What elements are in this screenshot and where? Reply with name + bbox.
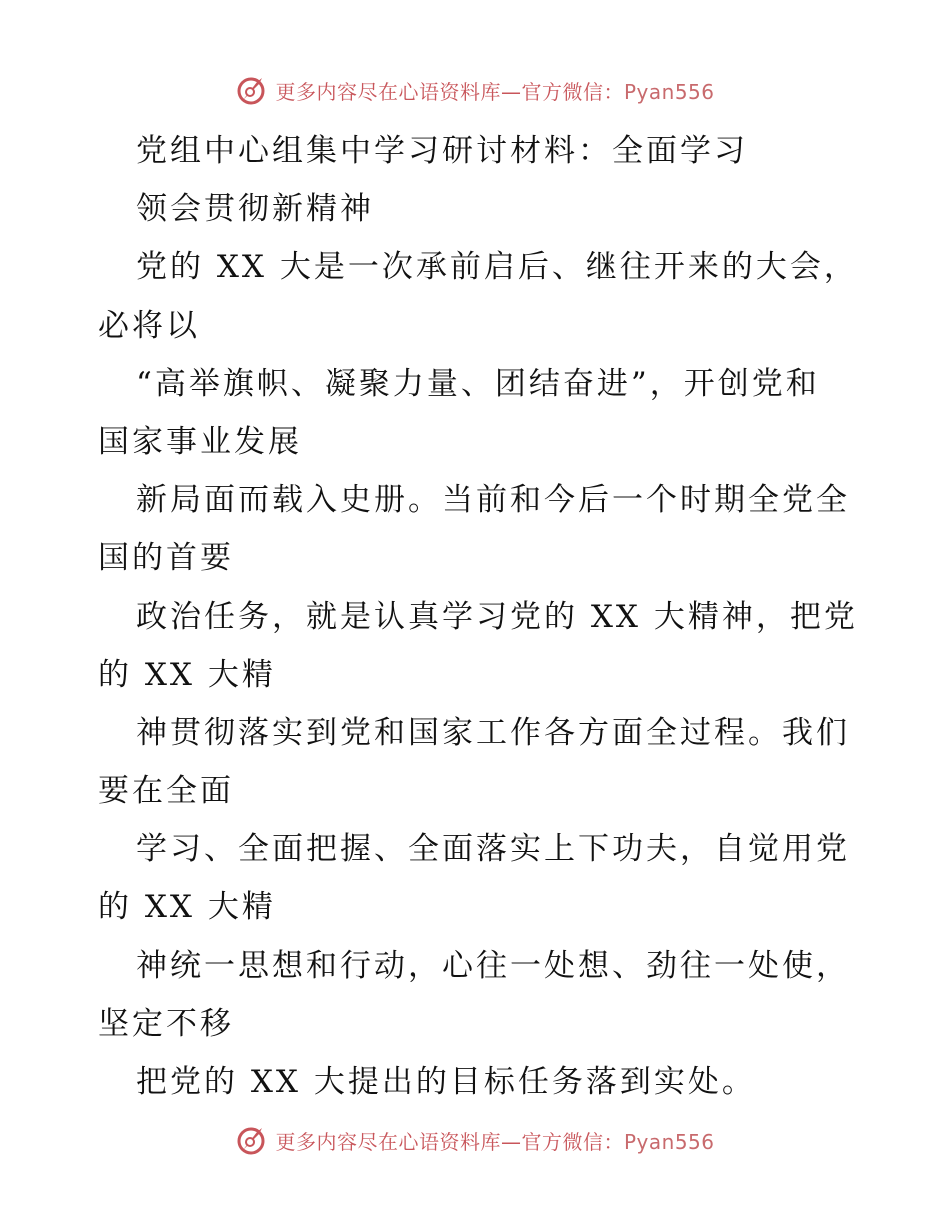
quill-logo-icon [235, 74, 267, 106]
text-line: 新局面而载入史册。当前和今后一个时期全党全 [136, 482, 850, 519]
document-body [98, 122, 858, 1111]
quill-logo-icon [235, 1124, 267, 1156]
text-line: 的 XX 大精 [98, 889, 276, 926]
text-line: 领会贯彻新精神 [136, 191, 374, 228]
text-line: 神贯彻落实到党和国家工作各方面全过程。我们 [136, 714, 850, 751]
text-line: 党的 XX 大是一次承前启后、继往开来的大会， [136, 249, 858, 286]
text-line: 党组中心组集中学习研讨材料：全面学习 [136, 133, 748, 169]
text-line: 学习、全面把握、全面落实上下功夫，自觉用党 [136, 831, 850, 868]
watermark-text: 更多内容尽在心语资料库—官方微信：Pyan556 [275, 79, 715, 104]
text-line: 必将以 [98, 307, 200, 344]
text-line: 的 XX 大精 [98, 656, 276, 693]
text-line: “高举旗帜、凝聚力量、团结奋进”，开创党和 [136, 365, 820, 402]
watermark-text: 更多内容尽在心语资料库—官方微信：Pyan556 [275, 1129, 715, 1154]
text-line: 神统一思想和行动，心往一处想、劲往一处使， [136, 947, 850, 984]
header-watermark [0, 70, 950, 110]
text-line: 政治任务，就是认真学习党的 XX 大精神，把党 [136, 598, 858, 635]
text-line: 坚定不移 [98, 1005, 234, 1042]
text-line: 国家事业发展 [98, 423, 302, 460]
text-line: 国的首要 [98, 540, 234, 577]
text-line: 把党的 XX 大提出的目标任务落到实处。 [136, 1064, 756, 1100]
text-line: 要在全面 [98, 773, 234, 810]
footer-watermark [0, 1120, 950, 1160]
